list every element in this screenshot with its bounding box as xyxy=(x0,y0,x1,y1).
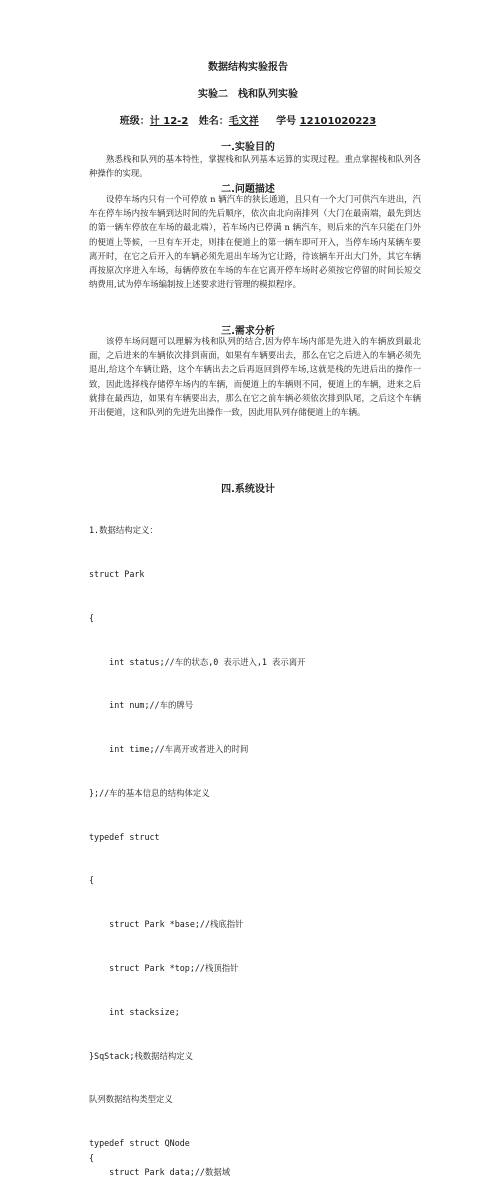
code-line: { xyxy=(89,612,95,623)
code-line: typedef struct xyxy=(89,831,160,842)
name-label: 姓名： xyxy=(198,116,229,127)
code-line: 1.数据结构定义： xyxy=(89,525,158,536)
name-value: 毛文祥 xyxy=(228,116,259,127)
code-line: int stacksize; xyxy=(89,1006,180,1017)
report-title: 数据结构实验报告 xyxy=(208,62,288,73)
student-info-line xyxy=(0,112,496,127)
code-line: };//车的基本信息的结构体定义 xyxy=(89,787,210,798)
code-line: struct Park xyxy=(89,568,145,579)
section-body-purpose: 熟悉栈和队列的基本特性，掌握栈和队列基本运算的实现过程。重点掌握栈和队列各种操作的实现。 xyxy=(89,154,421,179)
code-line: int status;//车的状态,0 表示进入,1 表示离开 xyxy=(89,656,306,667)
code-line: struct Park data;//数据域 xyxy=(89,1167,231,1178)
section-heading-purpose: 一.实验目的 xyxy=(221,142,275,153)
code-line: }SqStack;栈数据结构定义 xyxy=(89,1050,194,1061)
code-line: struct Park *top;//栈顶指针 xyxy=(89,963,239,973)
code-line: 队列数据结构类型定义 xyxy=(89,1094,173,1105)
section-heading-problem: 二.问题描述 xyxy=(221,184,275,195)
code-block xyxy=(89,494,429,1180)
experiment-title: 实验二 栈和队列实验 xyxy=(198,89,298,100)
class-label: 班级： xyxy=(119,116,150,127)
section-heading-design: 四.系统设计 xyxy=(221,484,275,495)
id-value: 12101020223 xyxy=(299,116,377,127)
section-body-requirements: 该停车场问题可以理解为栈和队列的结合,因为停车场内部是先进入的车辆放到最北面，之后进来的车辆依次排到南面，如果有车辆要出去，那么在它之后进入的车辆必须先退出,给这个车辆让路，这个车辆出去之后再返回到停车场,这就是栈的先进后出的操作一致，因此选择栈存储停车场内的车辆，而便道上的车辆则不同，便道上的车辆，进来之后就排在最西边，如果有车辆要出去，那么在它之前车辆必须依次排到队尾，之后这个车辆开出便道，这和队列的先进先出操作一致，因此用队列存储便道上的车辆。 xyxy=(89,336,421,418)
section-body-problem: 设停车场内只有一个可停放 n 辆汽车的狭长通道，且只有一个大门可供汽车进出，汽车在停车场内按车辆到达时间的先后顺序，依次由北向南排列（大门在最南端，最先到达的第一辆车停放在车场的最北端），若车场内已停满 n 辆汽车，则后来的汽车只能在门外的便道上等候，一旦有车开走，则排在便道上的第一辆车即可开入，当停车场内某辆车要离开时，在它之后开入的车辆必须先退出车场为它让路，待该辆车开出大门外，其它车辆再按原次序进入车场，每辆停放在车场的车在它离开停车场时必须按它停留的时间长短交纳费用,试为停车场编制按上述要求进行管理的模拟程序。 xyxy=(89,194,421,290)
section-heading-requirements: 三.需求分析 xyxy=(221,326,275,337)
code-line: struct Park *base;//栈底指针 xyxy=(89,919,244,930)
code-line: { xyxy=(89,875,95,886)
class-value: 计 12-2 xyxy=(149,116,189,127)
code-line: { xyxy=(89,1152,95,1163)
code-line: int time;//车离开或者进入的时间 xyxy=(89,744,249,755)
id-label: 学号 xyxy=(276,116,297,127)
code-line: typedef struct QNode xyxy=(89,1138,190,1149)
code-line: int num;//车的牌号 xyxy=(89,700,194,711)
